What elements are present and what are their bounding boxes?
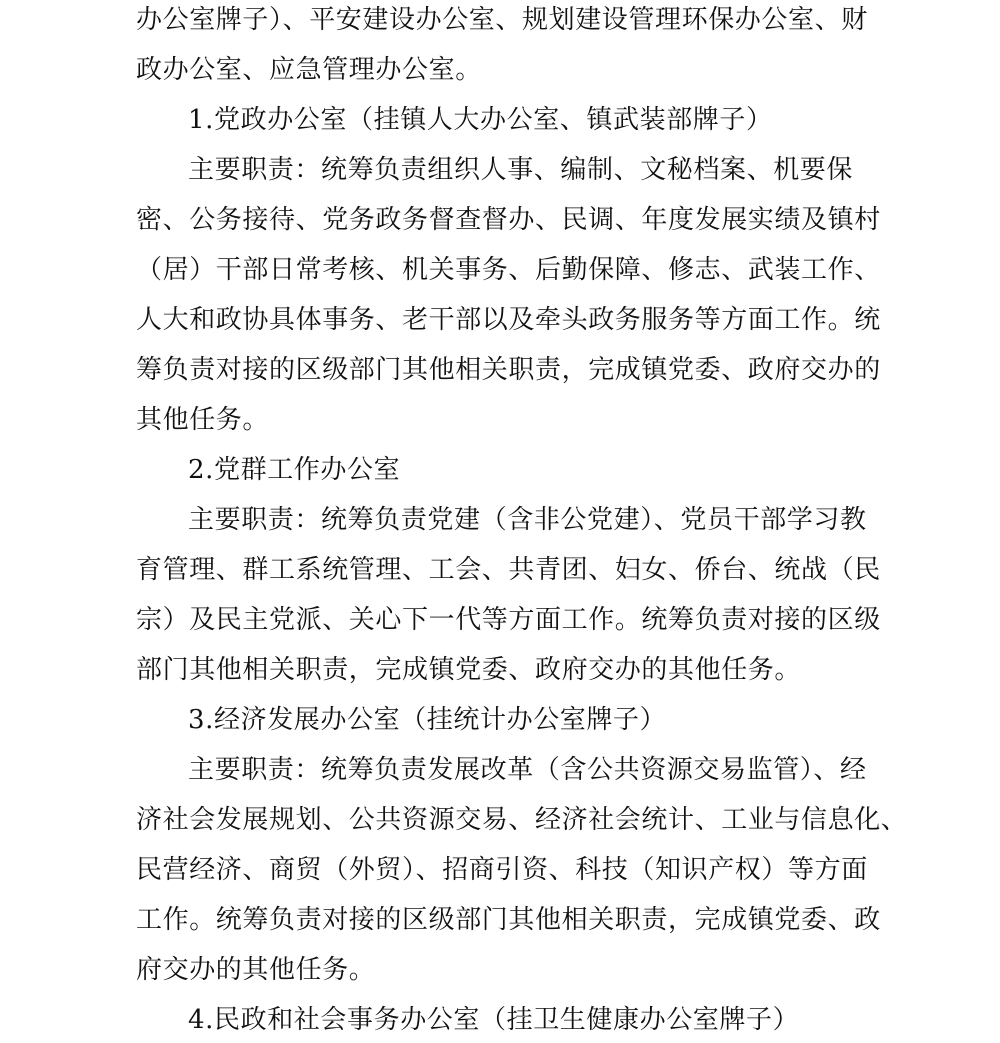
text-line: 民营经济、商贸（外贸）、招商引资、科技（知识产权）等方面: [136, 855, 868, 885]
text-line: 办公室牌子）、平安建设办公室、规划建设管理环保办公室、财: [136, 5, 868, 35]
text-line: 其他任务。: [136, 405, 270, 435]
text-line: 济社会发展规划、公共资源交易、经济社会统计、工业与信息化、: [136, 805, 908, 835]
text-line: 工作。统筹负责对接的区级部门其他相关职责，完成镇党委、政: [136, 905, 881, 935]
text-line: 育管理、群工系统管理、工会、共青团、妇女、侨台、统战（民: [136, 555, 881, 585]
section-heading: 1.党政办公室（挂镇人大办公室、镇武装部牌子）: [188, 105, 773, 135]
text-line: 府交办的其他任务。: [136, 955, 376, 985]
text-line: 人大和政协具体事务、老干部以及牵头政务服务等方面工作。统: [136, 305, 881, 335]
section-heading: 2.党群工作办公室: [188, 455, 401, 485]
paragraph-first-line: 主要职责：统筹负责组织人事、编制、文秘档案、机要保: [188, 155, 854, 185]
section-heading: 3.经济发展办公室（挂统计办公室牌子）: [188, 705, 667, 735]
text-line: 政办公室、应急管理办公室。: [136, 55, 482, 85]
text-line: 部门其他相关职责，完成镇党委、政府交办的其他任务。: [136, 655, 802, 685]
paragraph-first-line: 主要职责：统筹负责党建（含非公党建）、党员干部学习教: [188, 505, 867, 535]
text-line: 筹负责对接的区级部门其他相关职责，完成镇党委、政府交办的: [136, 355, 881, 385]
text-line: 宗）及民主党派、关心下一代等方面工作。统筹负责对接的区级: [136, 605, 881, 635]
text-line: 密、公务接待、党务政务督查督办、民调、年度发展实绩及镇村: [136, 205, 881, 235]
section-heading: 4.民政和社会事务办公室（挂卫生健康办公室牌子）: [188, 1005, 800, 1035]
paragraph-first-line: 主要职责：统筹负责发展改革（含公共资源交易监管）、经: [188, 755, 867, 785]
text-line: （居）干部日常考核、机关事务、后勤保障、修志、武装工作、: [136, 255, 881, 285]
